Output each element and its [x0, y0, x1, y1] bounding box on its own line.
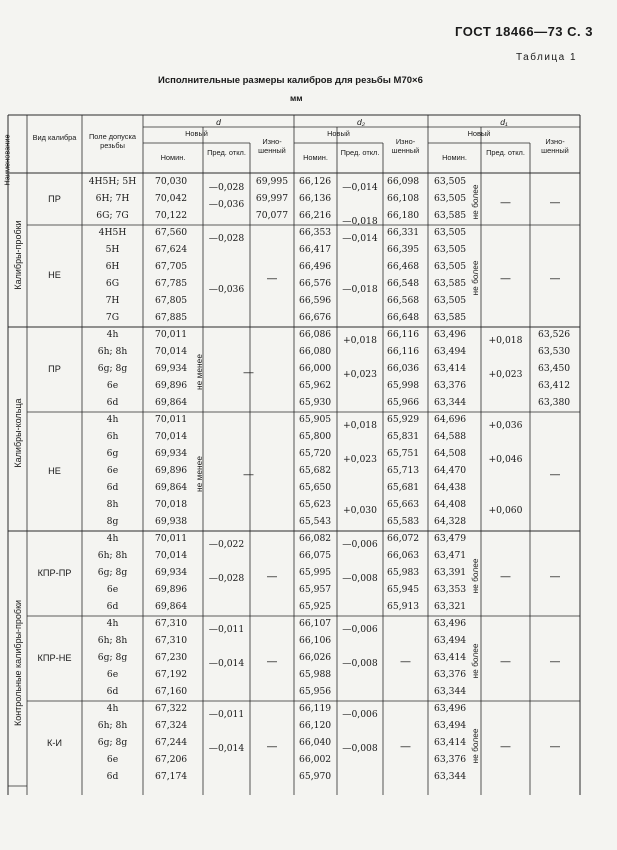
d2-nominal-cell: 66,082 — [299, 533, 332, 544]
kind-label: КПР-ПР — [37, 567, 72, 578]
dash-mark: — — [549, 467, 561, 481]
d1-nominal-cell: 63,585 — [434, 210, 467, 221]
d1-nominal-cell: 63,321 — [434, 601, 467, 612]
d1-nominal-cell: 64,588 — [434, 431, 467, 442]
d2-nominal-cell: 66,002 — [299, 754, 332, 765]
dash-mark: — — [500, 569, 511, 583]
field-cell: 5H — [105, 244, 120, 255]
vertical-ne_bolee: не более — [470, 183, 480, 220]
kind-label: НЕ — [48, 465, 61, 476]
field-cell: 6g; 8g — [97, 652, 128, 663]
d2-deviation-cell: +0,018 — [342, 420, 377, 431]
d2-nominal-cell: 66,120 — [299, 720, 332, 731]
d1-nominal-cell: 64,438 — [434, 482, 467, 493]
vertical-ne_menee: не менее — [194, 455, 204, 492]
d1-nominal-cell: 63,496 — [434, 329, 467, 340]
field-cell: 6h — [106, 431, 119, 442]
d-nominal-cell: 67,310 — [155, 618, 188, 629]
column-header-kind: Вид калибра — [32, 133, 77, 142]
d-nominal-cell: 67,206 — [155, 754, 188, 765]
field-cell: 6e — [106, 584, 119, 595]
d-nominal-cell: 67,560 — [155, 227, 188, 238]
dash-mark: — — [549, 195, 561, 209]
d2-nominal-cell: 66,353 — [299, 227, 332, 238]
kind-label: НЕ — [48, 270, 61, 280]
field-cell: 4h — [106, 703, 119, 714]
d2-deviation-cell: —0,008 — [342, 743, 378, 754]
field-cell: 6d — [106, 601, 119, 612]
d-worn-cell: 69,997 — [255, 193, 289, 204]
column-header-worn: Изно-шенный — [541, 137, 569, 156]
d-deviation-cell: —0,014 — [208, 743, 245, 754]
column-header-deviation: Пред. откл. — [340, 148, 380, 157]
d1-nominal-cell: 63,505 — [434, 193, 467, 204]
column-header-nominal: Номин. — [303, 153, 328, 162]
d1-nominal-cell: 63,376 — [434, 669, 467, 680]
d-nominal-cell: 67,785 — [155, 278, 188, 289]
group-label-plugs: Калибры-пробки — [13, 219, 23, 290]
d2-deviation-cell: +0,023 — [342, 369, 377, 380]
d1-deviation-cell: +0,060 — [488, 505, 523, 516]
document-header: ГОСТ 18466—73 С. 3 — [455, 24, 593, 39]
kind-label: ПР — [48, 193, 61, 204]
d2-nominal-cell: 65,970 — [299, 771, 332, 782]
d2-deviation-cell: —0,014 — [342, 182, 378, 193]
d-nominal-cell: 70,011 — [155, 329, 188, 340]
column-header-d1: d₁ — [500, 117, 508, 127]
d1-nominal-cell: 64,696 — [434, 414, 467, 425]
d-nominal-cell: 67,705 — [155, 261, 188, 272]
d-nominal-cell: 70,014 — [155, 346, 188, 357]
d2-nominal-cell: 66,216 — [299, 210, 332, 221]
d1-worn-cell: 63,450 — [538, 363, 571, 374]
d-nominal-cell: 67,805 — [155, 295, 188, 306]
d2-nominal-cell: 66,136 — [299, 193, 332, 204]
d2-worn-cell: 66,063 — [387, 550, 420, 561]
d1-deviation-cell: +0,023 — [488, 369, 523, 380]
d1-nominal-cell: 63,344 — [434, 771, 467, 782]
d2-worn-cell: 66,180 — [387, 210, 420, 221]
d2-nominal-cell: 66,496 — [299, 261, 332, 272]
d2-nominal-cell: 66,107 — [299, 618, 332, 629]
field-cell: 4h — [106, 533, 119, 544]
d-nominal-cell: 69,934 — [155, 567, 188, 578]
d2-nominal-cell: 66,676 — [299, 312, 332, 323]
vertical-ne_menee: не менее — [194, 353, 204, 390]
d2-nominal-cell: 65,995 — [299, 567, 332, 578]
field-cell: 4h — [106, 618, 119, 629]
field-cell: 6e — [106, 380, 119, 391]
column-header-worn: Изно-шенный — [258, 137, 286, 156]
d2-nominal-cell: 66,026 — [299, 652, 332, 663]
d2-worn-cell: 66,648 — [387, 312, 420, 323]
d2-worn-cell: 65,913 — [387, 601, 420, 612]
d1-nominal-cell: 63,505 — [434, 244, 467, 255]
field-cell: 4h — [106, 414, 119, 425]
d2-worn-cell: 66,072 — [387, 533, 420, 544]
d2-deviation-cell: —0,006 — [342, 624, 378, 635]
d2-worn-cell: 65,966 — [387, 397, 420, 408]
d2-worn-cell: 66,331 — [387, 227, 420, 238]
d2-deviation-cell: +0,030 — [342, 505, 377, 516]
d-nominal-cell: 69,938 — [155, 516, 188, 527]
d2-nominal-cell: 65,925 — [299, 601, 332, 612]
group-label-control: Контрольные калибры-пробки — [13, 599, 23, 726]
field-cell: 6H; 7H — [95, 193, 130, 204]
d2-worn-cell: 66,108 — [387, 193, 420, 204]
table-title: Исполнительные размеры калибров для резьбы М70×6 — [158, 75, 423, 86]
d2-nominal-cell: 66,106 — [299, 635, 332, 646]
d1-deviation-cell: +0,046 — [488, 454, 523, 465]
d-worn-cell: 69,995 — [255, 176, 289, 187]
d2-worn-cell: 66,098 — [387, 176, 420, 187]
vertical-ne_bolee: не более — [470, 727, 480, 764]
d1-nominal-cell: 63,496 — [434, 618, 467, 629]
dash-mark: — — [500, 195, 511, 209]
d2-worn-cell: 65,713 — [387, 465, 420, 476]
dash-mark: — — [266, 272, 278, 285]
d2-worn-cell: 65,751 — [387, 448, 420, 459]
d-deviation-cell: —0,014 — [208, 658, 245, 669]
d-nominal-cell: 67,230 — [155, 652, 188, 663]
d-deviation-cell: —0,036 — [208, 284, 245, 295]
field-cell: 6g; 8g — [97, 363, 128, 374]
dash-mark: — — [500, 272, 511, 285]
d1-nominal-cell: 63,496 — [434, 703, 467, 714]
d2-deviation-cell: —0,008 — [342, 658, 378, 669]
d2-deviation-cell: —0,008 — [342, 573, 378, 584]
d2-nominal-cell: 66,075 — [299, 550, 332, 561]
field-cell: 6g; 8g — [97, 567, 128, 578]
dash-mark: — — [549, 654, 561, 668]
dash-mark: — — [549, 569, 561, 583]
d-deviation-cell: —0,011 — [208, 624, 245, 635]
d2-nominal-cell: 65,930 — [299, 397, 332, 408]
column-header-d: d — [216, 117, 221, 127]
d1-nominal-cell: 63,494 — [434, 346, 467, 357]
d1-nominal-cell: 63,414 — [434, 737, 467, 748]
d1-nominal-cell: 63,505 — [434, 261, 467, 272]
d-nominal-cell: 69,864 — [155, 482, 188, 493]
column-header-nominal: Номин. — [442, 153, 467, 162]
d2-worn-cell: 65,681 — [387, 482, 420, 493]
d2-worn-cell: 65,583 — [387, 516, 420, 527]
d2-nominal-cell: 66,119 — [299, 703, 332, 714]
d-deviation-cell: —0,022 — [208, 539, 245, 550]
d1-nominal-cell: 63,505 — [434, 176, 467, 187]
d2-worn-cell: 65,983 — [387, 567, 420, 578]
d-nominal-cell: 69,934 — [155, 363, 188, 374]
d2-deviation-cell: +0,023 — [342, 454, 377, 465]
dash-mark: — — [400, 654, 411, 668]
d-nominal-cell: 70,042 — [155, 193, 188, 204]
d2-nominal-cell: 65,800 — [299, 431, 332, 442]
column-header-deviation: Пред. откл. — [486, 148, 525, 157]
d-nominal-cell: 69,896 — [155, 465, 188, 476]
d1-worn-cell: 63,526 — [538, 329, 571, 340]
d-nominal-cell: 69,934 — [155, 448, 188, 459]
d-nominal-cell: 70,011 — [155, 414, 188, 425]
d1-worn-cell: 63,530 — [538, 346, 571, 357]
d2-nominal-cell: 65,905 — [299, 414, 332, 425]
d2-deviation-cell: +0,018 — [342, 335, 377, 346]
d1-nominal-cell: 63,391 — [434, 567, 467, 578]
field-cell: 6e — [106, 465, 119, 476]
d2-nominal-cell: 66,126 — [299, 176, 332, 187]
d2-nominal-cell: 65,650 — [299, 482, 332, 493]
d1-nominal-cell: 63,376 — [434, 380, 467, 391]
d2-worn-cell: 65,831 — [387, 431, 420, 442]
field-cell: 7G — [105, 312, 120, 323]
field-cell: 6d — [106, 397, 119, 408]
d2-nominal-cell: 65,988 — [299, 669, 332, 680]
field-cell: 6h; 8h — [97, 550, 128, 561]
field-cell: 6d — [106, 771, 119, 782]
field-cell: 6h; 8h — [97, 720, 128, 731]
d1-nominal-cell: 63,414 — [434, 652, 467, 663]
d-nominal-cell: 69,864 — [155, 397, 188, 408]
vertical-ne_bolee: не более — [470, 260, 480, 296]
d2-nominal-cell: 65,623 — [299, 499, 332, 510]
d1-nominal-cell: 63,494 — [434, 720, 467, 731]
d1-nominal-cell: 64,470 — [434, 465, 467, 476]
d1-nominal-cell: 64,408 — [434, 499, 467, 510]
d-deviation-cell: —0,036 — [208, 199, 245, 210]
d1-worn-cell: 63,412 — [538, 380, 571, 391]
d1-nominal-cell: 63,585 — [434, 312, 467, 323]
dash-mark: — — [549, 272, 561, 285]
d2-deviation-cell: —0,006 — [342, 709, 378, 720]
d1-nominal-cell: 63,376 — [434, 754, 467, 765]
d-deviation-cell: —0,028 — [208, 233, 245, 244]
d-nominal-cell: 70,014 — [155, 431, 188, 442]
d2-worn-cell: 66,116 — [387, 346, 420, 357]
d-deviation-cell: —0,028 — [208, 573, 245, 584]
d1-nominal-cell: 63,585 — [434, 278, 467, 289]
d2-deviation-cell: —0,018 — [342, 216, 378, 227]
d2-deviation-cell: —0,006 — [342, 539, 378, 550]
field-cell: 6h; 8h — [97, 635, 128, 646]
d-nominal-cell: 69,896 — [155, 380, 188, 391]
column-header-deviation: Пред. откл. — [207, 148, 246, 157]
d2-nominal-cell: 66,576 — [299, 278, 332, 289]
field-cell: 6g — [106, 448, 119, 459]
kind-label: ПР — [48, 363, 61, 374]
d-deviation-cell: —0,028 — [208, 182, 245, 193]
d-nominal-cell: 69,864 — [155, 601, 188, 612]
column-header-name: Наименование — [2, 134, 12, 186]
field-cell: 6G — [105, 278, 120, 289]
d2-nominal-cell: 65,720 — [299, 448, 332, 459]
d-nominal-cell: 67,885 — [155, 312, 188, 323]
d1-nominal-cell: 63,353 — [434, 584, 467, 595]
d1-nominal-cell: 63,494 — [434, 635, 467, 646]
d-nominal-cell: 67,322 — [155, 703, 188, 714]
column-header-worn: Изно-шенный — [391, 137, 420, 156]
d2-nominal-cell: 65,956 — [299, 686, 332, 697]
field-cell: 4H5H — [98, 227, 127, 238]
field-cell: 7H — [105, 295, 120, 306]
unit-label: мм — [290, 93, 303, 103]
d-nominal-cell: 67,624 — [155, 244, 188, 255]
d2-worn-cell: 65,998 — [387, 380, 420, 391]
d-nominal-cell: 67,160 — [155, 686, 188, 697]
d2-worn-cell: 65,663 — [387, 499, 420, 510]
d-nominal-cell: 70,011 — [155, 533, 188, 544]
d2-nominal-cell: 66,080 — [299, 346, 332, 357]
field-cell: 6g; 8g — [97, 737, 128, 748]
d-nominal-cell: 67,192 — [155, 669, 188, 680]
d2-deviation-cell: —0,018 — [342, 284, 378, 295]
d-worn-cell: 70,077 — [255, 210, 289, 221]
dash-mark: — — [243, 365, 254, 379]
field-cell: 4h — [106, 329, 119, 340]
d2-nominal-cell: 65,543 — [299, 516, 332, 527]
vertical-ne_bolee: не более — [470, 557, 480, 594]
d-deviation-cell: —0,011 — [208, 709, 245, 720]
d1-nominal-cell: 63,344 — [434, 397, 467, 408]
d1-worn-cell: 63,380 — [538, 397, 571, 408]
field-cell: 8h — [106, 499, 119, 510]
d2-worn-cell: 66,036 — [387, 363, 420, 374]
d2-worn-cell: 66,568 — [387, 295, 420, 306]
d-nominal-cell: 70,122 — [155, 210, 188, 221]
d-nominal-cell: 67,310 — [155, 635, 188, 646]
dash-mark: — — [500, 654, 511, 668]
column-header-field: Поле допуска резьбы — [89, 132, 136, 151]
dash-mark: — — [400, 739, 411, 753]
dash-mark: — — [266, 654, 278, 668]
field-cell: 4H5H; 5H — [88, 176, 137, 187]
d2-worn-cell: 65,929 — [387, 414, 420, 425]
d-nominal-cell: 67,174 — [155, 771, 188, 782]
field-cell: 6e — [106, 754, 119, 765]
d2-nominal-cell: 66,596 — [299, 295, 332, 306]
d1-nominal-cell: 63,505 — [434, 295, 467, 306]
d-nominal-cell: 67,324 — [155, 720, 188, 731]
column-header-d2: d₂ — [357, 117, 365, 127]
d1-nominal-cell: 63,505 — [434, 227, 467, 238]
column-header-new: Новый — [185, 129, 208, 138]
d-nominal-cell: 70,014 — [155, 550, 188, 561]
dash-mark: — — [500, 739, 511, 753]
field-cell: 6e — [106, 669, 119, 680]
column-header-new: Новый — [467, 129, 491, 138]
kind-label: К-И — [46, 737, 62, 748]
d2-nominal-cell: 65,962 — [299, 380, 332, 391]
d2-nominal-cell: 66,086 — [299, 329, 332, 340]
dash-mark: — — [549, 739, 561, 753]
d2-worn-cell: 66,468 — [387, 261, 420, 272]
d-nominal-cell: 70,018 — [155, 499, 188, 510]
d1-nominal-cell: 63,344 — [434, 686, 467, 697]
field-cell: 6h; 8h — [97, 346, 128, 357]
d1-nominal-cell: 63,414 — [434, 363, 467, 374]
d1-nominal-cell: 63,479 — [434, 533, 467, 544]
field-cell: 6G; 7G — [96, 210, 129, 221]
d1-deviation-cell: +0,036 — [488, 420, 523, 431]
kind-label: КПР-НЕ — [37, 652, 72, 663]
d2-nominal-cell: 66,417 — [299, 244, 332, 255]
d2-nominal-cell: 66,040 — [299, 737, 332, 748]
dash-mark: — — [266, 569, 278, 583]
field-cell: 8g — [106, 516, 119, 527]
dash-mark: — — [243, 467, 254, 481]
d1-nominal-cell: 64,508 — [434, 448, 467, 459]
d-nominal-cell: 70,030 — [155, 176, 188, 187]
d-nominal-cell: 69,896 — [155, 584, 188, 595]
field-cell: 6d — [106, 686, 119, 697]
d2-nominal-cell: 65,682 — [299, 465, 332, 476]
d2-nominal-cell: 66,000 — [299, 363, 332, 374]
column-header-new: Новый — [327, 129, 350, 138]
d1-nominal-cell: 63,471 — [434, 550, 467, 561]
dash-mark: — — [266, 739, 278, 753]
d2-deviation-cell: —0,014 — [342, 233, 378, 244]
group-label-rings: Калибры-кольца — [13, 398, 23, 468]
d2-worn-cell: 66,395 — [387, 244, 420, 255]
d1-nominal-cell: 64,328 — [434, 516, 467, 527]
d2-worn-cell: 65,945 — [387, 584, 420, 595]
field-cell: 6d — [106, 482, 119, 493]
column-header-nominal: Номин. — [160, 153, 186, 162]
d-nominal-cell: 67,244 — [155, 737, 188, 748]
table-number: Таблица 1 — [516, 52, 578, 63]
d2-nominal-cell: 65,957 — [299, 584, 332, 595]
field-cell: 6H — [105, 261, 120, 272]
d2-worn-cell: 66,548 — [387, 278, 420, 289]
d2-worn-cell: 66,116 — [387, 329, 420, 340]
d1-deviation-cell: +0,018 — [488, 335, 523, 346]
vertical-ne_bolee: не более — [470, 642, 480, 679]
